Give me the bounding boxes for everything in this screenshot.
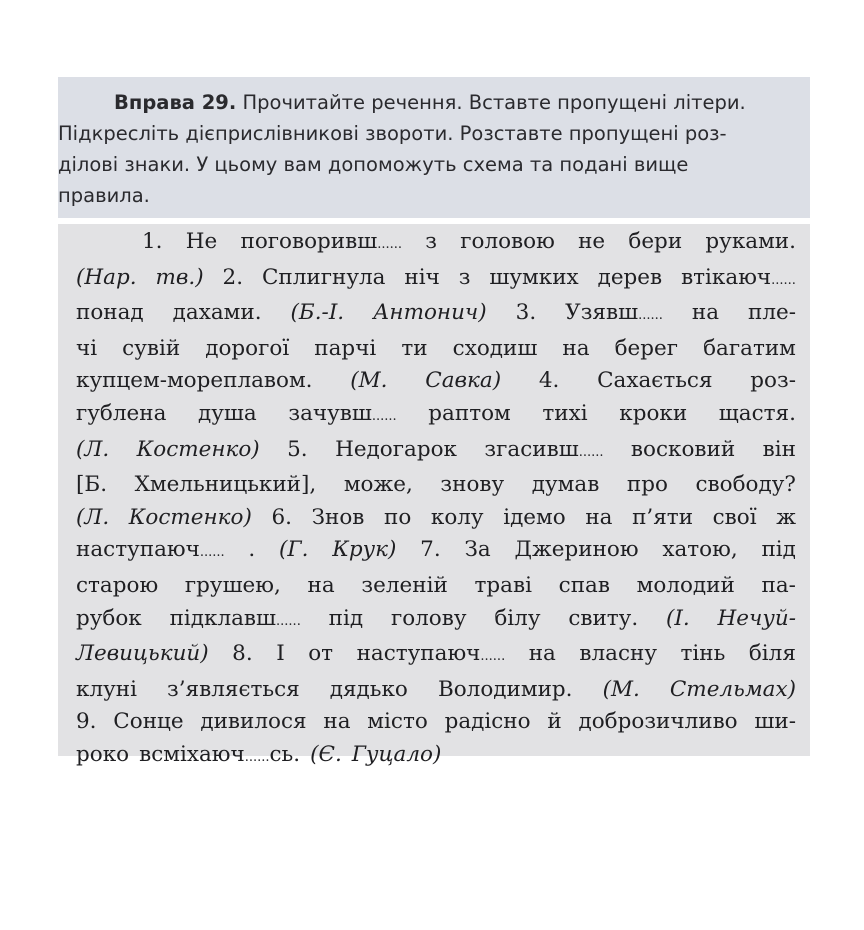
text-word: власну xyxy=(579,641,657,667)
text-word: головою xyxy=(460,229,555,254)
text-word: ши- xyxy=(754,709,796,735)
text-word: 7. xyxy=(420,537,441,563)
text-word: всміхаюч......сь. xyxy=(139,741,301,767)
text-word: й xyxy=(547,709,562,735)
text-word: під xyxy=(328,605,364,631)
missing-letter-gap: ...... xyxy=(199,545,225,561)
text-word: хатою, xyxy=(662,537,738,563)
text-word: (І. xyxy=(666,605,690,631)
text-word: свободу? xyxy=(695,472,796,498)
text-line xyxy=(76,434,796,470)
text-word: дахами. xyxy=(172,300,262,326)
text-word: 1. xyxy=(142,229,163,254)
text-word: під xyxy=(761,537,796,563)
text-line xyxy=(76,262,796,298)
text-word: (Б.-І. xyxy=(290,300,345,326)
text-word: грушею, xyxy=(184,572,281,598)
text-word: сходиш xyxy=(452,335,538,361)
text-word: бери xyxy=(628,229,683,254)
exercise-line-1 xyxy=(58,87,802,118)
text-word: от xyxy=(308,641,334,667)
text-word: . xyxy=(248,537,256,563)
text-word: поговоривш...... xyxy=(240,229,403,254)
exercise-instruction-3: ділові знаки. У цьому вам допоможуть схема та подані вище xyxy=(58,153,689,176)
text-word: (Л. xyxy=(76,436,110,462)
text-word: п’яти xyxy=(632,504,694,530)
text-word: (Г. xyxy=(279,537,309,563)
text-word: Недогарок xyxy=(335,436,457,462)
text-word: шумких xyxy=(489,264,579,290)
text-word: клуні xyxy=(76,676,137,702)
text-word: наступаюч...... xyxy=(356,641,506,667)
text-word: Узявш...... xyxy=(565,300,663,326)
text-word: І xyxy=(276,641,285,667)
text-word: Стельмах) xyxy=(669,676,796,702)
text-word: про xyxy=(626,472,668,498)
text-word: молодий xyxy=(636,572,735,598)
text-word: з xyxy=(425,229,437,254)
text-word: Крук) xyxy=(332,537,397,563)
text-word: ж xyxy=(776,504,796,530)
exercise-instruction-2: Підкресліть дієприслівникові звороти. Розставте пропущені роз- xyxy=(58,122,727,145)
text-word: Сахається xyxy=(597,368,713,394)
text-word: душа xyxy=(198,400,257,426)
text-line xyxy=(76,570,796,603)
text-word: Знов xyxy=(311,504,365,530)
text-word: на xyxy=(691,300,720,326)
text-word: Хмельницький], xyxy=(134,472,317,498)
text-word: Сплигнула xyxy=(261,264,386,290)
text-word: на xyxy=(528,641,556,667)
text-word: на xyxy=(307,572,335,598)
text-word: на xyxy=(323,709,351,735)
text-word: доброзичливо xyxy=(578,709,738,735)
text-word: сувій xyxy=(122,335,181,361)
text-line xyxy=(76,297,796,333)
text-word: Володимир. xyxy=(437,676,573,702)
text-word: гублена xyxy=(76,400,167,426)
text-word: він xyxy=(762,436,796,462)
text-line xyxy=(76,398,796,434)
text-word: чі xyxy=(76,335,98,361)
text-word: голову xyxy=(390,605,467,631)
text-word: з xyxy=(458,264,471,290)
text-word: 6. xyxy=(271,504,292,530)
text-line xyxy=(76,739,796,775)
text-word: [Б. xyxy=(76,472,108,498)
text-line xyxy=(76,226,796,262)
missing-letter-gap: ...... xyxy=(638,308,663,324)
text-word: Савка) xyxy=(425,368,502,394)
text-word: білу xyxy=(494,605,541,631)
text-word: дерев xyxy=(597,264,663,290)
exercise-task xyxy=(58,77,810,218)
text-line xyxy=(76,333,796,366)
text-word: пле- xyxy=(748,300,796,326)
text-word: спав xyxy=(558,572,610,598)
text-word: тихі xyxy=(542,400,588,426)
text-word: Джериною xyxy=(514,537,639,563)
text-word: свої xyxy=(712,504,757,530)
text-word: тінь xyxy=(680,641,726,667)
text-word: рубок xyxy=(76,605,142,631)
text-word: раптом xyxy=(428,400,511,426)
text-word: роко xyxy=(76,741,130,767)
missing-letter-gap: ...... xyxy=(276,613,301,629)
text-word: старою xyxy=(76,572,159,598)
text-word: 4. xyxy=(538,368,560,394)
text-word: Костенко) xyxy=(136,436,260,462)
text-word: біля xyxy=(748,641,796,667)
text-word: ідемо xyxy=(503,504,566,530)
exercise-instruction-4: правила. xyxy=(58,184,150,207)
text-word: з’являється xyxy=(167,676,300,702)
text-word: кроки xyxy=(619,400,688,426)
text-word: Нечуй- xyxy=(717,605,796,631)
text-word: радісно xyxy=(444,709,531,735)
text-word: Гуцало) xyxy=(351,741,442,767)
text-word: (Нар. xyxy=(76,264,137,290)
text-word: підклавш...... xyxy=(169,605,301,631)
text-word: багатим xyxy=(703,335,796,361)
text-word: Не xyxy=(185,229,218,254)
text-word: берег xyxy=(614,335,679,361)
text-line xyxy=(76,365,796,398)
text-word: зачувш...... xyxy=(288,400,397,426)
text-line xyxy=(76,502,796,535)
missing-letter-gap: ...... xyxy=(480,649,506,665)
text-line xyxy=(76,534,796,570)
missing-letter-gap: ...... xyxy=(377,237,403,252)
text-word: 3. xyxy=(515,300,537,326)
text-word: тв.) xyxy=(155,264,204,290)
exercise-label: Вправа 29. xyxy=(114,91,237,114)
exercise-instruction-1: Прочитайте речення. Вставте пропущені літери. xyxy=(242,91,746,114)
text-word: 2. xyxy=(222,264,244,290)
text-word: щастя. xyxy=(718,400,796,426)
exercise-text xyxy=(58,224,810,767)
text-word: купцем-мореплавом. xyxy=(76,368,313,394)
text-line xyxy=(76,603,796,639)
text-word: на xyxy=(585,504,613,530)
text-word: траві xyxy=(474,572,532,598)
text-word: знову xyxy=(440,472,505,498)
missing-letter-gap: ...... xyxy=(578,444,604,460)
text-word: дивилося xyxy=(200,709,307,735)
text-word: втікаюч...... xyxy=(681,264,796,290)
text-word: свиту. xyxy=(568,605,639,631)
text-line xyxy=(76,638,796,674)
text-word: на xyxy=(562,335,590,361)
text-word: 9. xyxy=(76,709,97,735)
text-word: восковий xyxy=(630,436,736,462)
text-word: (Л. xyxy=(76,504,110,530)
text-line xyxy=(76,674,796,707)
text-word: колу xyxy=(430,504,484,530)
text-word: ти xyxy=(401,335,428,361)
text-word: За xyxy=(464,537,491,563)
text-word: по xyxy=(383,504,412,530)
text-word: згасивш...... xyxy=(484,436,604,462)
text-line xyxy=(76,706,796,739)
text-word: роз- xyxy=(750,368,796,394)
text-word: понад xyxy=(76,300,144,326)
text-word: руками. xyxy=(705,229,796,254)
text-line xyxy=(76,469,796,502)
text-word: Антонич) xyxy=(373,300,487,326)
missing-letter-gap: ...... xyxy=(244,749,270,765)
text-word: (Є. xyxy=(310,741,342,767)
text-word: (М. xyxy=(350,368,388,394)
text-word: Костенко) xyxy=(128,504,252,530)
text-word: не xyxy=(578,229,606,254)
text-word: наступаюч...... xyxy=(76,537,225,563)
text-word: 5. xyxy=(287,436,308,462)
text-word: дядько xyxy=(329,676,408,702)
text-word: місто xyxy=(367,709,428,735)
text-word: ніч xyxy=(404,264,440,290)
text-word: па- xyxy=(761,572,796,598)
text-word: Сонце xyxy=(113,709,184,735)
text-word: Левицький) xyxy=(76,641,209,667)
text-word: думав xyxy=(531,472,600,498)
text-word: парчі xyxy=(314,335,377,361)
exercise-instructions xyxy=(58,87,802,211)
missing-letter-gap: ...... xyxy=(771,272,796,288)
text-word: дорогої xyxy=(205,335,290,361)
text-word: зеленій xyxy=(361,572,448,598)
text-word: (М. xyxy=(602,676,640,702)
missing-letter-gap: ...... xyxy=(371,408,397,424)
text-word: 8. xyxy=(232,641,253,667)
text-word: може, xyxy=(343,472,413,498)
